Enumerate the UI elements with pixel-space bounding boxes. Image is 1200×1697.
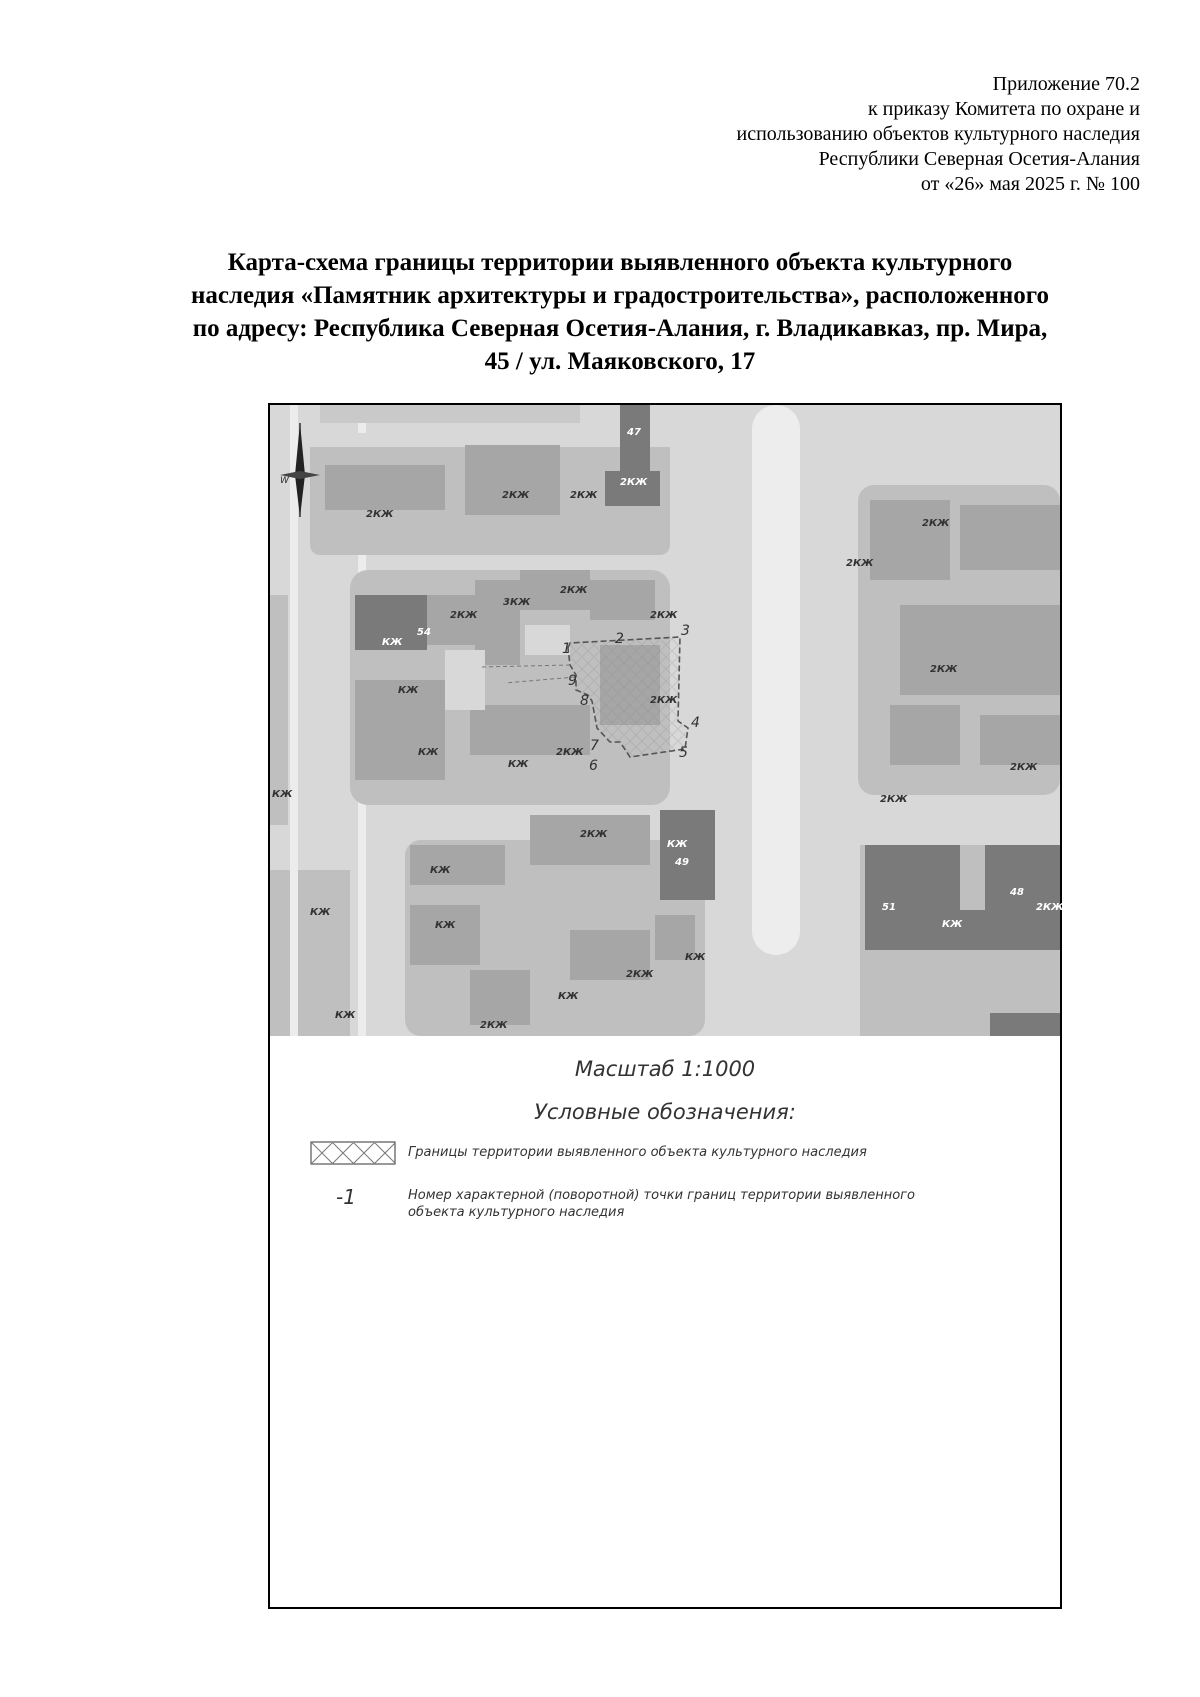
building-label: КЖ [382, 637, 403, 648]
house-number: 51 [882, 902, 896, 913]
point-number-sample: -1 [336, 1185, 356, 1209]
building-label: 2КЖ [1010, 762, 1038, 773]
building-label: КЖ [272, 789, 293, 800]
boundary-point-number: 2 [615, 631, 624, 647]
top-strip [320, 405, 580, 423]
street-strip [290, 405, 298, 1036]
building-label: 2КЖ [626, 969, 654, 980]
building-label: 2КЖ [502, 490, 530, 501]
header-line: использованию объектов культурного наследия [736, 123, 1140, 145]
building [325, 465, 445, 510]
building-label: КЖ [398, 685, 419, 696]
building-label: КЖ [667, 839, 688, 850]
header-line: от «26» мая 2025 г. № 100 [920, 173, 1140, 195]
title-line: по адресу: Республика Северная Осетия-Алания, г. Владикавказ, пр. Мира, [192, 315, 1048, 342]
building-label: 2КЖ [1036, 902, 1064, 913]
boundary-point-number: 8 [580, 693, 589, 709]
boundary-point-number: 5 [679, 745, 688, 761]
building-label: 2КЖ [556, 747, 584, 758]
map-scale: Масштаб 1:1000 [574, 1057, 756, 1081]
building [465, 445, 560, 515]
building [870, 500, 950, 580]
building [590, 580, 655, 620]
building [410, 845, 505, 885]
document-title [120, 246, 1120, 378]
building [890, 705, 960, 765]
building-label: 2КЖ [480, 1020, 508, 1031]
header-line: к приказу Комитета по охране и [867, 98, 1140, 120]
title-line: 45 / ул. Маяковского, 17 [484, 348, 756, 375]
building [960, 505, 1060, 570]
building [530, 815, 650, 865]
house-number: 47 [627, 427, 641, 438]
building-label: КЖ [942, 919, 963, 930]
building-label: 2КЖ [560, 585, 588, 596]
building [470, 970, 530, 1025]
building-label: КЖ [508, 759, 529, 770]
legend-text: Границы территории выявленного объекта культурного наследия [408, 1145, 867, 1160]
site-plan-map [270, 405, 1064, 1036]
svg-text:W: W [280, 476, 289, 486]
building-label: 2КЖ [366, 509, 394, 520]
building-label: КЖ [335, 1010, 356, 1021]
building [900, 605, 1060, 695]
boundary-point-number: 4 [691, 715, 700, 731]
building-label: КЖ [418, 747, 439, 758]
boundary-point-number: 1 [562, 641, 571, 657]
boundary-point-number: 6 [589, 758, 598, 774]
boundary-point-number: 9 [568, 673, 577, 689]
building-label: 2КЖ [450, 610, 478, 621]
boundary-point-number: 3 [681, 623, 690, 639]
building-label: КЖ [310, 907, 331, 918]
header-line: Приложение 70.2 [992, 73, 1140, 95]
courtyard [445, 650, 485, 710]
building-label: КЖ [685, 952, 706, 963]
title-line: Карта-схема границы территории выявленного объекта культурного [227, 249, 1013, 276]
building-label: 2КЖ [620, 477, 648, 488]
building-label: 2КЖ [930, 664, 958, 675]
building-51-wing [865, 910, 1060, 950]
building-label: 2КЖ [846, 558, 874, 569]
title-line: наследия «Памятник архитектуры и градостроительства», расположенного [190, 282, 1050, 309]
building-49 [660, 810, 715, 900]
order-attachment-header [440, 72, 1140, 197]
right-bottom-dark [990, 1013, 1060, 1036]
legend-item-point-number [310, 1185, 1050, 1225]
house-number: 54 [417, 627, 431, 638]
avenue-median [752, 405, 800, 955]
building-label: 2КЖ [922, 518, 950, 529]
boundary-point-number: 7 [590, 738, 599, 754]
building-label: КЖ [435, 920, 456, 931]
building-label: 2КЖ [580, 829, 608, 840]
map-frame [268, 403, 1062, 1609]
building-label: КЖ [430, 865, 451, 876]
legend-item-boundary [310, 1141, 1050, 1169]
building-47 [620, 405, 650, 480]
building-label: 3КЖ [503, 597, 531, 608]
building-label: 2КЖ [570, 490, 598, 501]
building-label: 2КЖ [880, 794, 908, 805]
house-number: 48 [1010, 887, 1024, 898]
building-label: 2КЖ [650, 610, 678, 621]
building-label: 2КЖ [650, 695, 678, 706]
hatch-box-icon [310, 1141, 396, 1165]
building [410, 905, 480, 965]
header-line: Республики Северная Осетия-Алания [818, 148, 1140, 170]
top-street-cut [310, 433, 670, 447]
building [980, 715, 1060, 765]
legend-title: Условные обозначения: [534, 1100, 796, 1124]
house-number: 49 [675, 857, 689, 868]
building-label: КЖ [558, 991, 579, 1002]
legend-text: Номер характерной (поворотной) точки границ территории выявленного объекта культурного наследия [408, 1188, 915, 1220]
